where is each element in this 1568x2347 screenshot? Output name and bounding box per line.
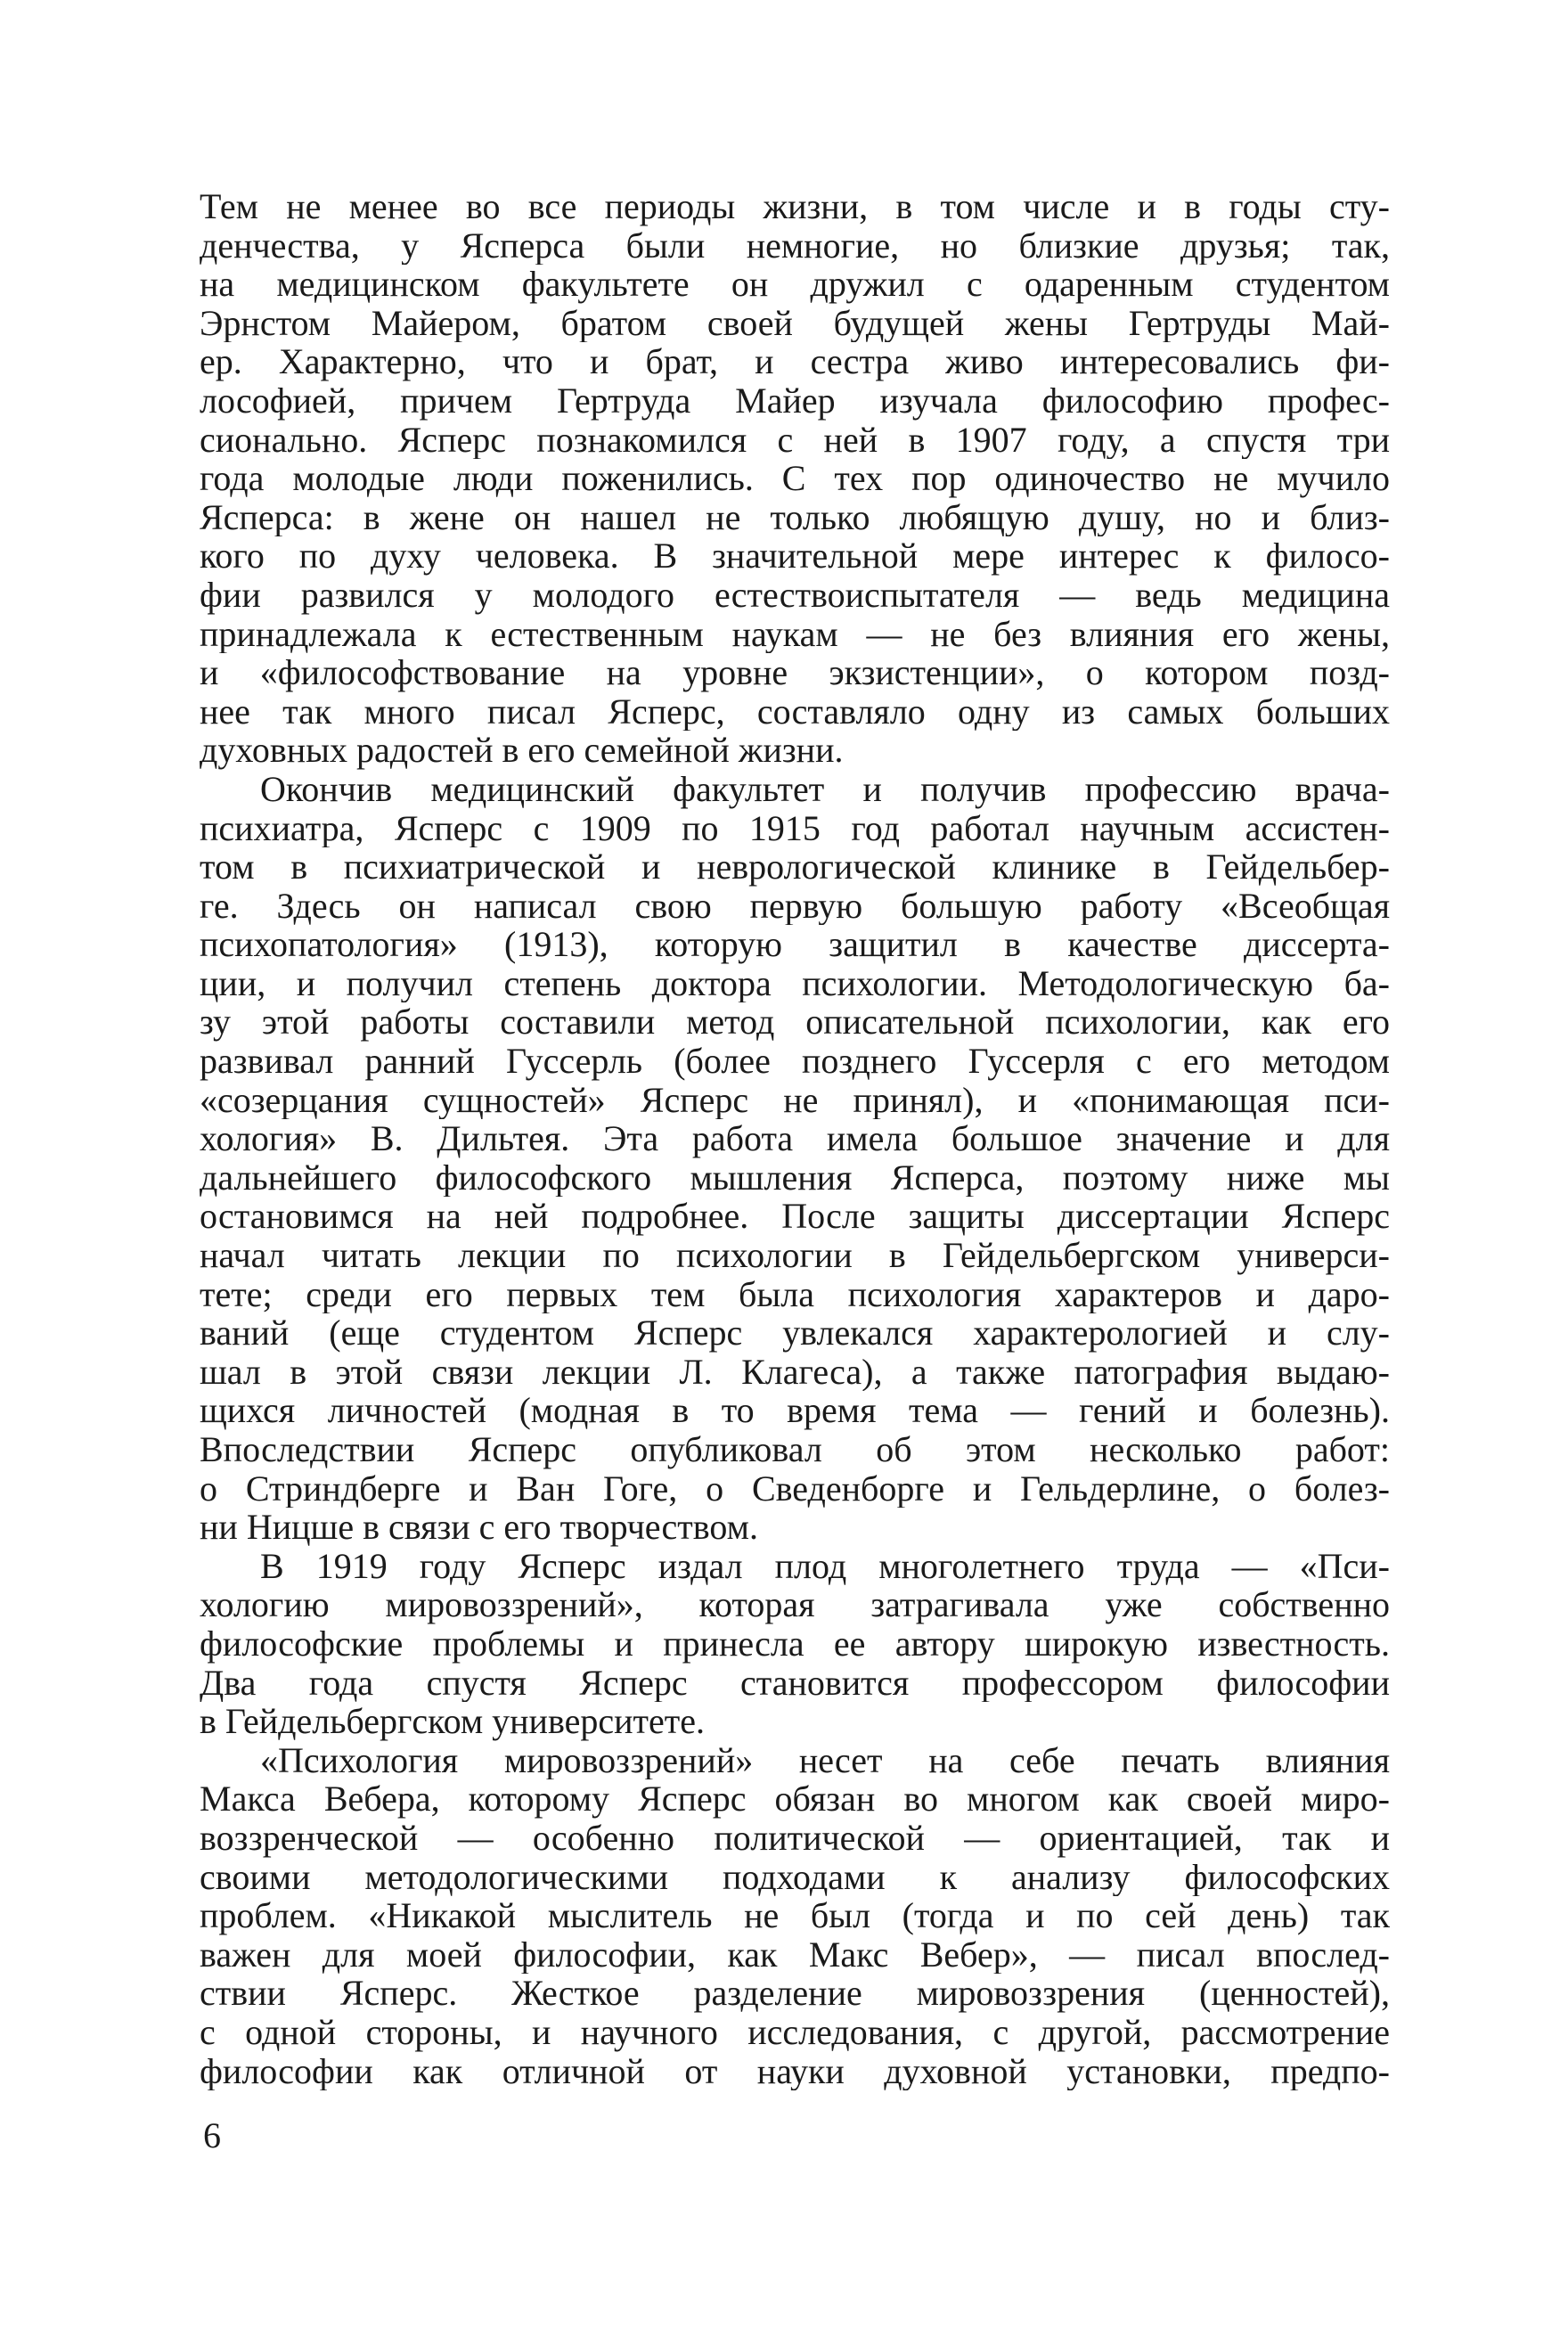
text-line: принадлежала к естественным наукам — не без влияния его жены, (200, 614, 1390, 654)
paragraph (200, 770, 1390, 1547)
text-line: с одной стороны, и научного исследования, с другой, рассмотрение (200, 2012, 1390, 2052)
text-line: хологию мировоззрений», которая затрагивала уже собственно (200, 1585, 1390, 1624)
text-line: психиатра, Ясперс с 1909 по 1915 год работал научным ассистен- (200, 808, 1390, 848)
body-text (200, 187, 1390, 2090)
text-line: Впоследствии Ясперс опубликовал об этом несколько работ: (200, 1430, 1390, 1469)
text-line: духовных радостей в его семейной жизни. (200, 731, 844, 770)
paragraph (200, 187, 1390, 770)
text-line: ер. Характерно, что и брат, и сестра живо интересовались фи- (200, 342, 1390, 381)
text-line: развивал ранний Гуссерль (более позднего Гуссерля с его методом (200, 1042, 1390, 1081)
text-line: философии как отличной от науки духовной установки, предпо- (200, 2051, 1390, 2091)
text-line: сионально. Ясперс познакомился с ней в 1907 году, а спустя три (200, 420, 1390, 460)
text-line: нее так много писал Ясперс, составляло одну из самых больших (200, 691, 1390, 732)
text-line: и «философствование на уровне экзистенции», о котором позд- (200, 653, 1390, 692)
text-line: Окончив медицинский факультет и получив профессию врача- (260, 769, 1390, 809)
text-line: ции, и получил степень доктора психологии. Методологическую ба- (200, 963, 1390, 1003)
text-line: о Стриндберге и Ван Гоге, о Сведенборге и Гельдерлине, о болез- (200, 1468, 1390, 1509)
text-line: том в психиатрической и неврологической клинике в Гейдельбер- (200, 847, 1390, 887)
text-line: своими методологическими подходами к анализу философских (200, 1857, 1390, 1897)
text-line: проблем. «Никакой мыслитель не был (тогда и по сей день) так (200, 1896, 1390, 1935)
text-line: кого по духу человека. В значительной мере интерес к филосо- (200, 536, 1390, 576)
text-line: воззренческой — особенно политической — ориентацией, так и (200, 1818, 1390, 1858)
text-line: «созерцания сущностей» Ясперс не принял), и «понимающая пси- (200, 1080, 1390, 1120)
text-line: зу этой работы составили метод описательной психологии, как его (200, 1002, 1390, 1043)
text-line: ствии Ясперс. Жесткое разделение мировоззрения (ценностей), (200, 1974, 1390, 2013)
text-line: философские проблемы и принесла ее автору широкую известность. (200, 1623, 1390, 1664)
text-line: ни Ницше в связи с его творчеством. (200, 1508, 758, 1547)
page-number: 6 (203, 2115, 221, 2155)
text-line: щихся личностей (модная в то время тема — гений и болезнь). (200, 1391, 1390, 1430)
text-line: дальнейшего философского мышления Ясперса, поэтому ниже мы (200, 1157, 1390, 1198)
text-line: остановимся на ней подробнее. После защиты диссертации Ясперс (200, 1197, 1390, 1237)
text-line: ваний (еще студентом Ясперс увлекался характерологией и слу- (200, 1313, 1390, 1353)
text-line: в Гейдельбергском университете. (200, 1702, 705, 1741)
text-line: хология» В. Дильтея. Эта работа имела большое значение и для (200, 1119, 1390, 1158)
text-line: важен для моей философии, как Макс Вебер», — писал впослед- (200, 1934, 1390, 1975)
text-line: «Психология мировоззрений» несет на себе печать влияния (260, 1740, 1390, 1780)
text-line: денчества, у Ясперса были немногие, но близкие друзья; так, (200, 225, 1390, 266)
paragraph (200, 1547, 1390, 1741)
text-line: фии развился у молодого естествоиспытателя — ведь медицина (200, 575, 1390, 615)
text-line: Ясперса: в жене он нашел не только любящую душу, но и близ- (200, 497, 1390, 537)
text-line: на медицинском факультете он дружил с одаренным студентом (200, 265, 1390, 304)
text-line: Тем не менее во все периоды жизни, в том числе и в годы сту- (200, 187, 1390, 226)
paragraph (200, 1741, 1390, 2090)
text-line: тете; среди его первых тем была психология характеров и даро- (200, 1274, 1390, 1314)
text-line: В 1919 году Ясперс издал плод многолетнего труда — «Пси- (260, 1546, 1390, 1586)
text-line: начал читать лекции по психологии в Гейдельбергском универси- (200, 1236, 1390, 1275)
text-line: года молодые люди поженились. С тех пор одиночество не мучило (200, 459, 1390, 498)
text-line: Макса Вебера, которому Ясперс обязан во многом как своей миро- (200, 1779, 1390, 1819)
text-line: Эрнстом Майером, братом своей будущей жены Гертруды Май- (200, 303, 1390, 343)
text-line: психопатология» (1913), которую защитил в качестве диссерта- (200, 925, 1390, 964)
text-line: шал в этой связи лекции Л. Клагеса), а также патография выдаю- (200, 1352, 1390, 1392)
text-line: лософией, причем Гертруда Майер изучала философию профес- (200, 380, 1390, 421)
text-line: Два года спустя Ясперс становится профессором философии (200, 1663, 1390, 1703)
text-line: ге. Здесь он написал свою первую большую работу «Всеобщая (200, 886, 1390, 926)
